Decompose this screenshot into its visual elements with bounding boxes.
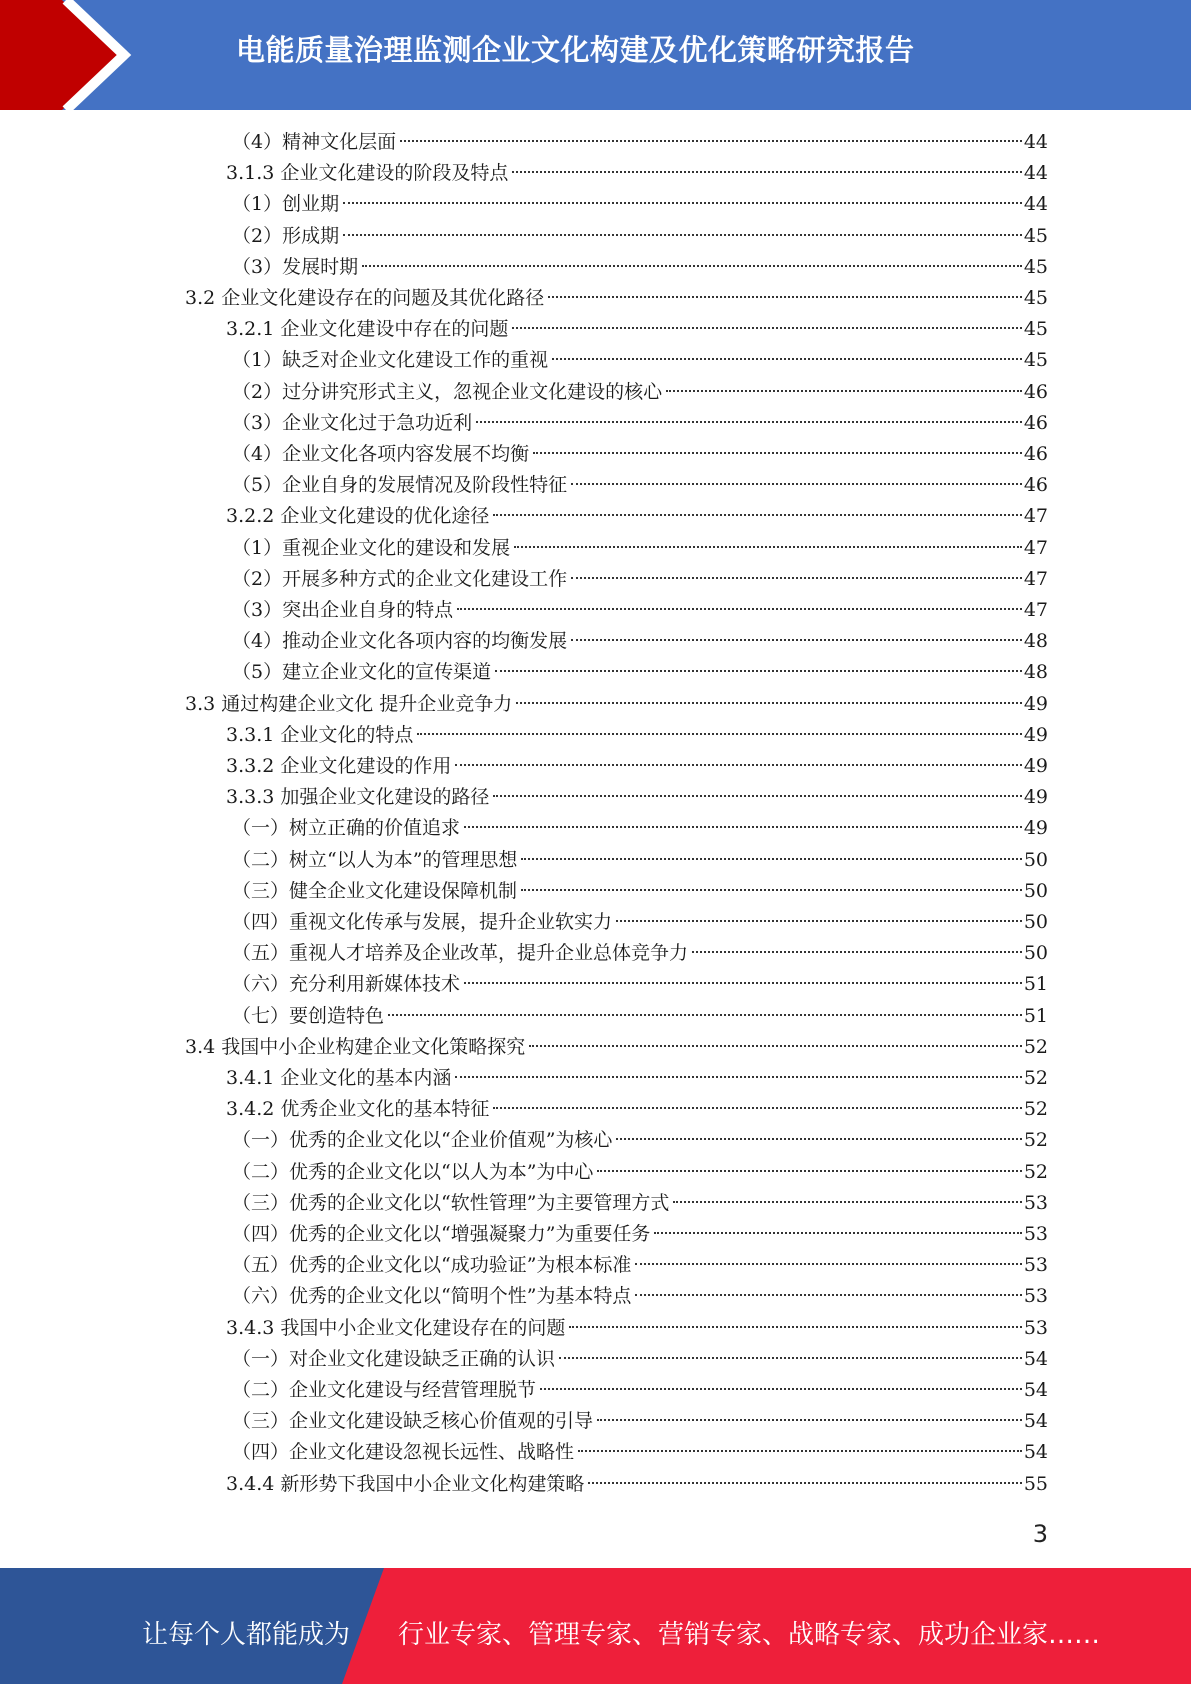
toc-entry[interactable] [226,501,1048,532]
toc-entry[interactable] [232,252,1048,283]
toc-dot-leader [495,670,1022,672]
toc-entry-page: 49 [1023,723,1048,746]
toc-entry-page: 48 [1023,630,1048,653]
toc-entry-label: 3.2.1 企业文化建设中存在的问题 [226,318,509,341]
toc-entry[interactable] [232,657,1048,688]
toc-entry-label: （一）优秀的企业文化以“企业价值观”为核心 [232,1129,613,1152]
toc-dot-leader [569,1326,1021,1328]
toc-entry[interactable] [226,782,1048,813]
toc-entry-label: 3.4 我国中小企业构建企业文化策略探究 [185,1035,526,1058]
toc-entry-label: （六）充分利用新媒体技术 [232,973,461,996]
toc-dot-leader [464,826,1022,828]
toc-entry-label: 3.2 企业文化建设存在的问题及其优化路径 [185,287,545,309]
toc-dot-leader [571,639,1022,641]
toc-entry[interactable] [232,439,1048,470]
toc-entry[interactable] [185,689,1048,720]
toc-entry-label: （一）对企业文化建设缺乏正确的认识 [232,1347,556,1370]
toc-entry-page: 53 [1023,1316,1048,1339]
toc-entry-label: （四）企业文化建设忽视长远性、战略性 [232,1441,575,1464]
toc-dot-leader [516,702,1022,704]
toc-entry-label: （三）优秀的企业文化以“软性管理”为主要管理方式 [232,1191,670,1214]
toc-entry[interactable] [232,626,1048,657]
toc-entry-page: 50 [1023,879,1048,902]
toc-dot-leader [635,1294,1021,1296]
toc-dot-leader [493,795,1021,797]
toc-entry-label: 3.2.2 企业文化建设的优化途径 [226,505,490,528]
toc-entry-label: （1）缺乏对企业文化建设工作的重视 [232,349,549,372]
toc-dot-leader [616,1138,1021,1140]
toc-entry-page: 52 [1023,1098,1048,1121]
footer-slogan-left: 让每个人都能成为 [142,1620,351,1650]
toc-entry-label: （2）开展多种方式的企业文化建设工作 [232,567,568,590]
toc-entry-page: 49 [1023,692,1048,715]
toc-entry[interactable] [232,1219,1048,1250]
toc-entry[interactable] [232,1281,1048,1312]
toc-entry-label: 3.4.3 我国中小企业文化建设存在的问题 [226,1316,566,1339]
document-title: 电能质量治理监测企业文化构建及优化策略研究报告 [236,33,915,67]
toc-entry-page: 52 [1023,1035,1048,1058]
toc-entry[interactable] [232,876,1048,907]
toc-entry[interactable] [232,1250,1048,1281]
toc-dot-leader [571,483,1022,485]
toc-dot-leader [362,265,1022,267]
toc-entry-label: （二）优秀的企业文化以“以人为本”为中心 [232,1160,594,1183]
toc-entry[interactable] [232,127,1048,158]
toc-dot-leader [578,1450,1022,1452]
toc-dot-leader [512,171,1021,173]
toc-dot-leader [552,358,1022,360]
toc-entry-label: 3.3.3 加强企业文化建设的路径 [226,786,490,809]
toc-entry-label: 3.3.2 企业文化建设的作用 [226,755,452,777]
page-number: 3 [1032,1520,1048,1548]
toc-dot-leader [597,1170,1021,1172]
toc-entry-label: （三）企业文化建设缺乏核心价值观的引导 [232,1410,594,1433]
toc-entry-label: （三）健全企业文化建设保障机制 [232,879,518,902]
toc-dot-leader [666,390,1022,392]
toc-entry[interactable] [232,221,1048,252]
toc-dot-leader [400,140,1022,142]
toc-entry-page: 54 [1023,1410,1048,1433]
toc-entry[interactable] [232,533,1048,564]
toc-entry-page: 52 [1023,1067,1048,1089]
toc-entry-label: （1）重视企业文化的建设和发展 [232,536,511,559]
toc-entry-page: 46 [1023,411,1048,434]
toc-entry-page: 44 [1023,162,1048,185]
toc-entry-label: （3）企业文化过于急功近利 [232,411,473,434]
toc-dot-leader [457,608,1022,610]
toc-entry-label: （2）形成期 [232,224,340,247]
toc-dot-leader [417,733,1021,735]
toc-entry-page: 49 [1023,786,1048,809]
toc-entry-label: 3.3 通过构建企业文化 提升企业竞争力 [185,692,513,715]
toc-entry[interactable] [232,969,1048,1000]
toc-entry[interactable] [232,1157,1048,1188]
toc-entry[interactable] [185,1032,1048,1063]
toc-entry-page: 44 [1023,193,1048,216]
toc-entry[interactable] [185,283,1048,314]
toc-dot-leader [455,764,1021,766]
toc-entry-label: 3.4.2 优秀企业文化的基本特征 [226,1098,490,1121]
toc-entry[interactable] [232,907,1048,938]
toc-dot-leader [521,889,1022,891]
toc-entry-label: （二）企业文化建设与经营管理脱节 [232,1379,537,1401]
toc-entry[interactable] [232,1437,1048,1468]
toc-entry[interactable] [232,564,1048,595]
toc-entry[interactable] [226,720,1048,751]
toc-entry-page: 51 [1023,973,1048,996]
toc-entry-page: 47 [1023,567,1048,590]
toc-entry-label: （四）优秀的企业文化以“增强凝聚力”为重要任务 [232,1223,651,1245]
toc-entry-label: （六）优秀的企业文化以“简明个性”为基本特点 [232,1285,632,1308]
toc-entry[interactable] [226,314,1048,345]
toc-entry-page: 54 [1023,1379,1048,1401]
toc-dot-leader [343,234,1022,236]
toc-entry-page: 52 [1023,1160,1048,1183]
toc-entry-label: （1）创业期 [232,193,340,216]
toc-dot-leader [692,951,1022,953]
toc-dot-leader [540,1388,1022,1390]
toc-entry-page: 55 [1023,1472,1048,1495]
toc-dot-leader [673,1201,1021,1203]
toc-entry-page: 49 [1023,755,1048,777]
toc-entry-label: （3）发展时期 [232,255,359,278]
toc-entry-page: 45 [1023,349,1048,372]
toc-entry-label: （四）重视文化传承与发展，提升企业软实力 [232,911,613,933]
toc-entry[interactable] [232,1188,1048,1219]
toc-entry-label: （五）重视人才培养及企业改革，提升企业总体竞争力 [232,942,689,965]
toc-entry-page: 46 [1023,443,1048,465]
toc-entry-label: 3.3.1 企业文化的特点 [226,723,414,746]
toc-entry-page: 48 [1023,661,1048,684]
toc-entry-page: 50 [1023,942,1048,965]
toc-entry-label: （二）树立“以人为本”的管理思想 [232,848,518,871]
toc-dot-leader [559,1357,1022,1359]
toc-dot-leader [343,202,1022,204]
toc-dot-leader [512,327,1021,329]
toc-dot-leader [476,421,1022,423]
toc-entry[interactable] [232,813,1048,844]
toc-entry[interactable] [226,1313,1048,1344]
toc-entry[interactable] [232,845,1048,876]
toc-entry-label: （七）要创造特色 [232,1004,385,1027]
toc-dot-leader [529,1045,1022,1047]
toc-entry[interactable] [232,1125,1048,1156]
toc-entry[interactable] [232,408,1048,439]
toc-dot-leader [635,1263,1021,1265]
toc-dot-leader [493,514,1021,516]
toc-dot-leader [548,296,1022,298]
toc-dot-leader [654,1232,1021,1234]
toc-entry[interactable] [232,1375,1048,1406]
toc-entry[interactable] [232,377,1048,408]
page-footer [0,1568,1191,1684]
toc-entry-label: （2）过分讲究形式主义，忽视企业文化建设的核心 [232,380,663,403]
toc-entry[interactable] [232,1344,1048,1375]
toc-entry[interactable] [232,345,1048,376]
toc-entry-page: 50 [1023,848,1048,871]
toc-entry-page: 54 [1023,1347,1048,1370]
toc-entry-page: 47 [1023,536,1048,559]
toc-dot-leader [597,1419,1022,1421]
toc-dot-leader [521,858,1021,860]
toc-entry-page: 47 [1023,599,1048,621]
toc-entry-page: 45 [1023,318,1048,341]
toc-entry[interactable] [226,1094,1048,1125]
toc-dot-leader [588,1482,1021,1484]
toc-entry-label: 3.4.1 企业文化的基本内涵 [226,1067,452,1089]
toc-entry-page: 53 [1023,1191,1048,1214]
toc-entry-page: 45 [1023,255,1048,278]
toc-entry-label: （5）建立企业文化的宣传渠道 [232,661,492,684]
toc-entry-page: 47 [1023,505,1048,528]
toc-entry[interactable] [232,595,1048,626]
toc-entry-label: （4）精神文化层面 [232,131,397,153]
toc-dot-leader [616,920,1022,922]
toc-dot-leader [493,1107,1021,1109]
toc-entry-page: 46 [1023,380,1048,403]
toc-entry-page: 49 [1023,817,1048,840]
toc-dot-leader [455,1076,1021,1078]
toc-entry-page: 53 [1023,1223,1048,1245]
toc-entry-label: （5）企业自身的发展情况及阶段性特征 [232,474,568,497]
toc-dot-leader [571,577,1022,579]
toc-dot-leader [464,982,1022,984]
page-header [0,0,1191,110]
toc-entry-page: 52 [1023,1129,1048,1152]
toc-entry-label: 3.4.4 新形势下我国中小企业文化构建策略 [226,1472,585,1495]
toc-entry[interactable] [232,938,1048,969]
toc-entry-page: 46 [1023,474,1048,497]
toc-dot-leader [388,1014,1022,1016]
toc-entry[interactable] [226,1063,1048,1094]
toc-entry[interactable] [232,1406,1048,1437]
toc-entry[interactable] [226,158,1048,189]
toc-entry[interactable] [232,189,1048,220]
toc-entry[interactable] [226,751,1048,782]
toc-entry[interactable] [226,1469,1048,1500]
toc-entry-label: 3.1.3 企业文化建设的阶段及特点 [226,162,509,185]
footer-slogan-right: 行业专家、管理专家、营销专家、战略专家、成功企业家…… [398,1620,1101,1650]
toc-entry-page: 45 [1023,224,1048,247]
toc-dot-leader [514,546,1022,548]
toc-entry-page: 51 [1023,1004,1048,1027]
toc-entry-page: 50 [1023,911,1048,933]
toc-entry-label: （4）推动企业文化各项内容的均衡发展 [232,630,568,653]
toc-entry-page: 44 [1023,131,1048,153]
toc-entry-label: （五）优秀的企业文化以“成功验证”为根本标准 [232,1254,632,1277]
toc-entry[interactable] [232,1001,1048,1032]
toc-entry-page: 54 [1023,1441,1048,1464]
toc-entry-label: （4）企业文化各项内容发展不均衡 [232,443,530,465]
toc-dot-leader [533,452,1022,454]
toc-entry-page: 53 [1023,1285,1048,1308]
toc-entry[interactable] [232,470,1048,501]
toc-entry-page: 53 [1023,1254,1048,1277]
toc-entry-page: 45 [1023,287,1048,309]
toc-entry-label: （3）突出企业自身的特点 [232,599,454,621]
toc-entry-label: （一）树立正确的价值追求 [232,817,461,840]
